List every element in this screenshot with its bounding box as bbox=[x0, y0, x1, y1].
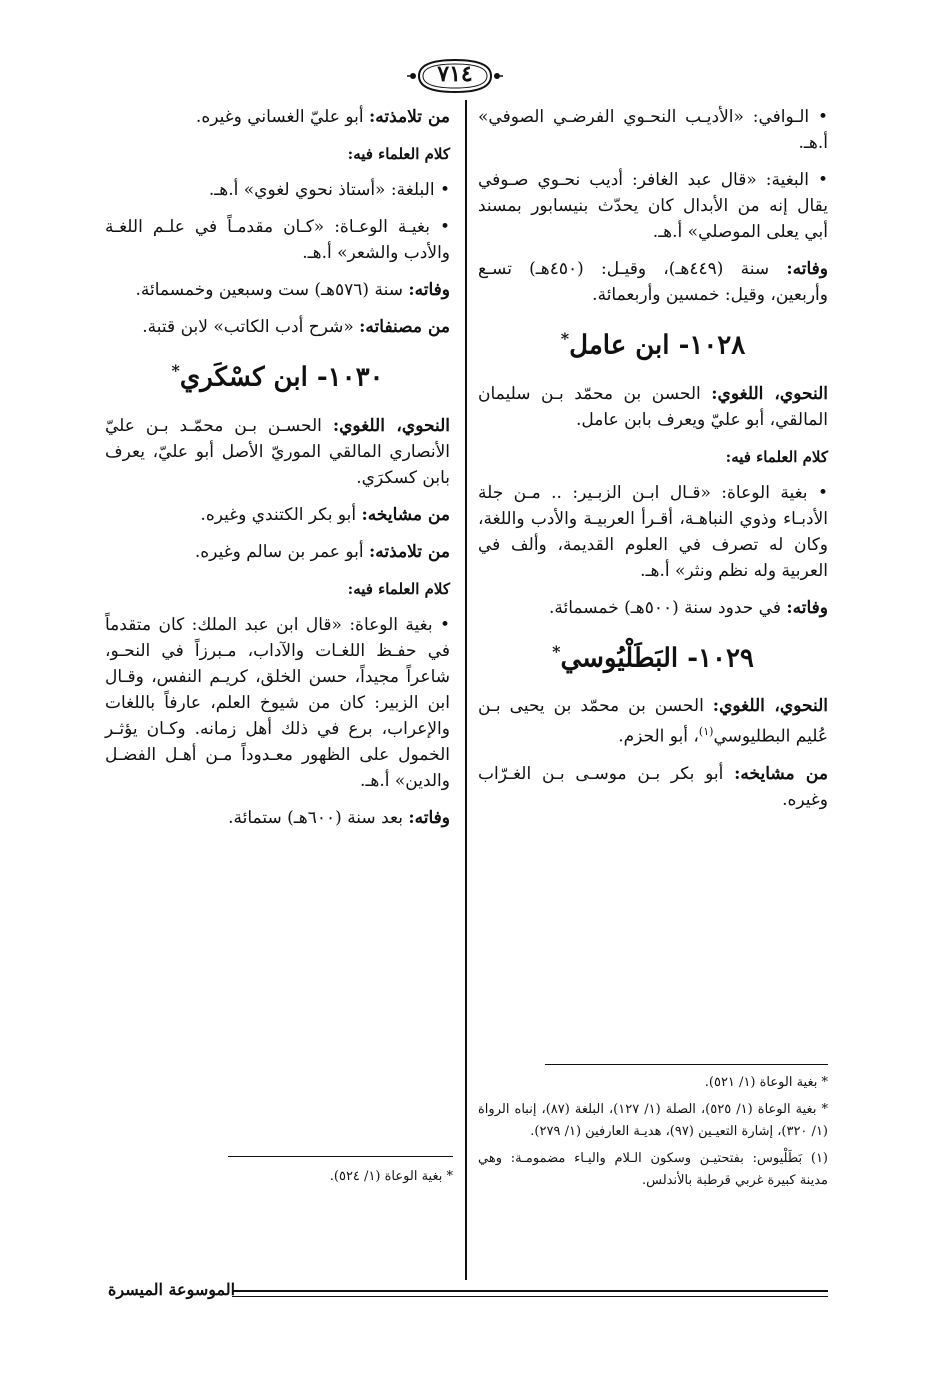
entry-heading-1029 bbox=[478, 639, 828, 672]
footnote-ref[interactable]: (١) bbox=[698, 725, 714, 739]
field-value: أبو عليّ الغساني وغيره. bbox=[195, 107, 369, 127]
book-title: الموسوعة الميسرة bbox=[108, 1280, 236, 1299]
field-label: النحوي، اللغوي: bbox=[332, 415, 450, 436]
field-value: بعد سنة (٦٠٠هـ) ستمائة. bbox=[228, 807, 409, 828]
footnote: (١) بَطَلْيوس: بفتحتيـن وسكون الـلام واليـاء مضمومـة: وهي مدينة كبيرة غربي قرطبة بالأندلس. bbox=[478, 1151, 828, 1188]
asterisk-icon: * bbox=[171, 361, 180, 380]
left-footnotes bbox=[105, 1166, 453, 1193]
death-info bbox=[478, 595, 828, 621]
field-label: النحوي، اللغوي: bbox=[712, 696, 828, 717]
footer-rule-thin bbox=[232, 1296, 828, 1297]
students-info bbox=[105, 104, 450, 130]
heading-text: ١٠٣٠- ابن كسْكَري bbox=[179, 362, 384, 393]
field-value: الحسن بن محمّد بـن سليمان المالقي، أبو عليّ ويعرف بابن عامل. bbox=[478, 383, 828, 430]
field-value: سنة (٥٧٦هـ) ست وسبعين وخمسمائة. bbox=[135, 280, 409, 300]
field-value: أبو بكر بـن موسـى بـن الغـرّاب وغيره. bbox=[478, 763, 828, 810]
entry-heading-1030 bbox=[105, 358, 450, 391]
field-value: الحسن بن محمّد بن يحيى بـن عُليم البطليوسي bbox=[478, 696, 828, 747]
field-value: أبو عمر بن سالم وغيره. bbox=[194, 541, 369, 562]
page-number: ٧١٤ bbox=[437, 61, 473, 87]
field-value: الحسـن بـن محمّـد بـن عليّ الأنصاري المالقي الموريّ الأصل أبو عليّ، يعرف بابن كسكرَي. bbox=[105, 415, 450, 488]
field-label: من مشايخه: bbox=[361, 504, 450, 525]
right-footnotes bbox=[478, 1072, 828, 1197]
entry-text: • بغية الوعاة: «قـال ابـن الزبـير: .. مـن جلة الأدبـاء وذوي النباهـة، أقـرأ العربيـة والأدب واللغة، وكان له تصرف في العلوم القديمة، وألف في العربية وله نظم ونثر» أ.هـ. bbox=[478, 482, 828, 581]
entry-text bbox=[478, 693, 828, 750]
death-info bbox=[105, 805, 450, 831]
students-info bbox=[105, 539, 450, 565]
field-value: أبو بكر الكتندي وغيره. bbox=[200, 504, 362, 525]
works-info bbox=[105, 314, 450, 340]
field-label: من تلامذته: bbox=[369, 541, 450, 562]
footnote: * بغية الوعاة (١/ ٥٢١). bbox=[704, 1075, 828, 1090]
right-column bbox=[478, 104, 828, 824]
entry-heading-1028 bbox=[478, 326, 828, 359]
field-label: من مشايخه: bbox=[734, 763, 828, 784]
entry-text bbox=[105, 413, 450, 491]
footer-rule bbox=[232, 1290, 828, 1292]
entry-text bbox=[478, 381, 828, 433]
asterisk-icon: * bbox=[552, 641, 561, 661]
section-subheading: كلام العلماء فيه: bbox=[347, 579, 450, 598]
entry-text: • بغية الوعاة: «قال ابن عبد الملك: كان متقدماً في حفـظ اللغـات والآداب، مـبرزاً في النحـو، شاعراً مجيداً، حسن الخلق، كريـم النفس، وقـال ابن الزبير: كان من شيوخ العلم، عارفاً باللغات والإعراب، برع في ذلك أهل زمانه. وكـان يؤثـر الخمول على الظهور معـدوداً مـن أهـل الفضـل والدين» أ.هـ. bbox=[105, 614, 450, 791]
entry-text: • البغية: «قال عبد الغافر: أديب نحـوي صـوفي يقال إنه من الأبدال كان يحدّث بنيسابور بمسند أبي يعلى الموصلي» أ.هـ. bbox=[478, 170, 828, 242]
entry-text: • بغيـة الوعـاة: «كـان مقدمـاً في علـم اللغـة والأدب والشعر» أ.هـ. bbox=[105, 217, 450, 263]
teachers-info bbox=[478, 761, 828, 813]
teachers-info bbox=[105, 502, 450, 528]
field-value: سنة (٤٤٩هـ)، وقيـل: (٤٥٠هـ) تسـع وأربعين، وقيل: خمسين وأربعمائة. bbox=[478, 259, 828, 305]
field-label: وفاته: bbox=[408, 807, 450, 828]
entry-text: • البلغة: «أستاذ نحوي لغوي» أ.هـ. bbox=[208, 180, 450, 200]
footnote-rule bbox=[228, 1156, 453, 1157]
death-info bbox=[105, 277, 450, 303]
field-label: من تلامذته: bbox=[369, 107, 450, 127]
page-number-ornament bbox=[405, 56, 505, 96]
heading-text: ١٠٢٨- ابن عامل bbox=[569, 330, 746, 361]
field-label: وفاته: bbox=[408, 280, 450, 300]
footnote: * بغية الوعاة (١/ ٥٢٥)، الصلة (١/ ١٢٧)، البلغة (٨٧)، إنباه الرواة (١/ ٣٢٠)، إشارة التعيـين (٩٧)، هديـة العارفين (١/ ٢٧٩). bbox=[478, 1102, 829, 1139]
left-column bbox=[105, 104, 450, 842]
field-label: النحوي، اللغوي: bbox=[711, 383, 828, 404]
column-divider bbox=[465, 100, 467, 1280]
footnote: * بغية الوعاة (١/ ٥٢٤). bbox=[329, 1169, 453, 1184]
asterisk-icon: * bbox=[560, 329, 570, 348]
entry-text: • الـوافي: «الأديـب النحـوي الفرضـي الصوفي» أ.هـ. bbox=[478, 107, 828, 153]
field-label: وفاته: bbox=[786, 597, 828, 618]
field-value: «شرح أدب الكاتب» لابن قتبة. bbox=[142, 317, 360, 337]
heading-text: ١٠٢٩- البَطَلْيُوسي bbox=[560, 643, 754, 674]
footnote-rule bbox=[545, 1064, 828, 1065]
field-value: ، أبو الحزم. bbox=[618, 726, 699, 747]
section-subheading: كلام العلماء فيه: bbox=[725, 447, 828, 466]
field-label: من مصنفاته: bbox=[359, 317, 450, 337]
field-label: وفاته: bbox=[786, 259, 828, 279]
death-info bbox=[478, 256, 828, 308]
field-value: في حدود سنة (٥٠٠هـ) خمسمائة. bbox=[548, 597, 787, 618]
section-subheading: كلام العلماء فيه: bbox=[347, 145, 450, 163]
